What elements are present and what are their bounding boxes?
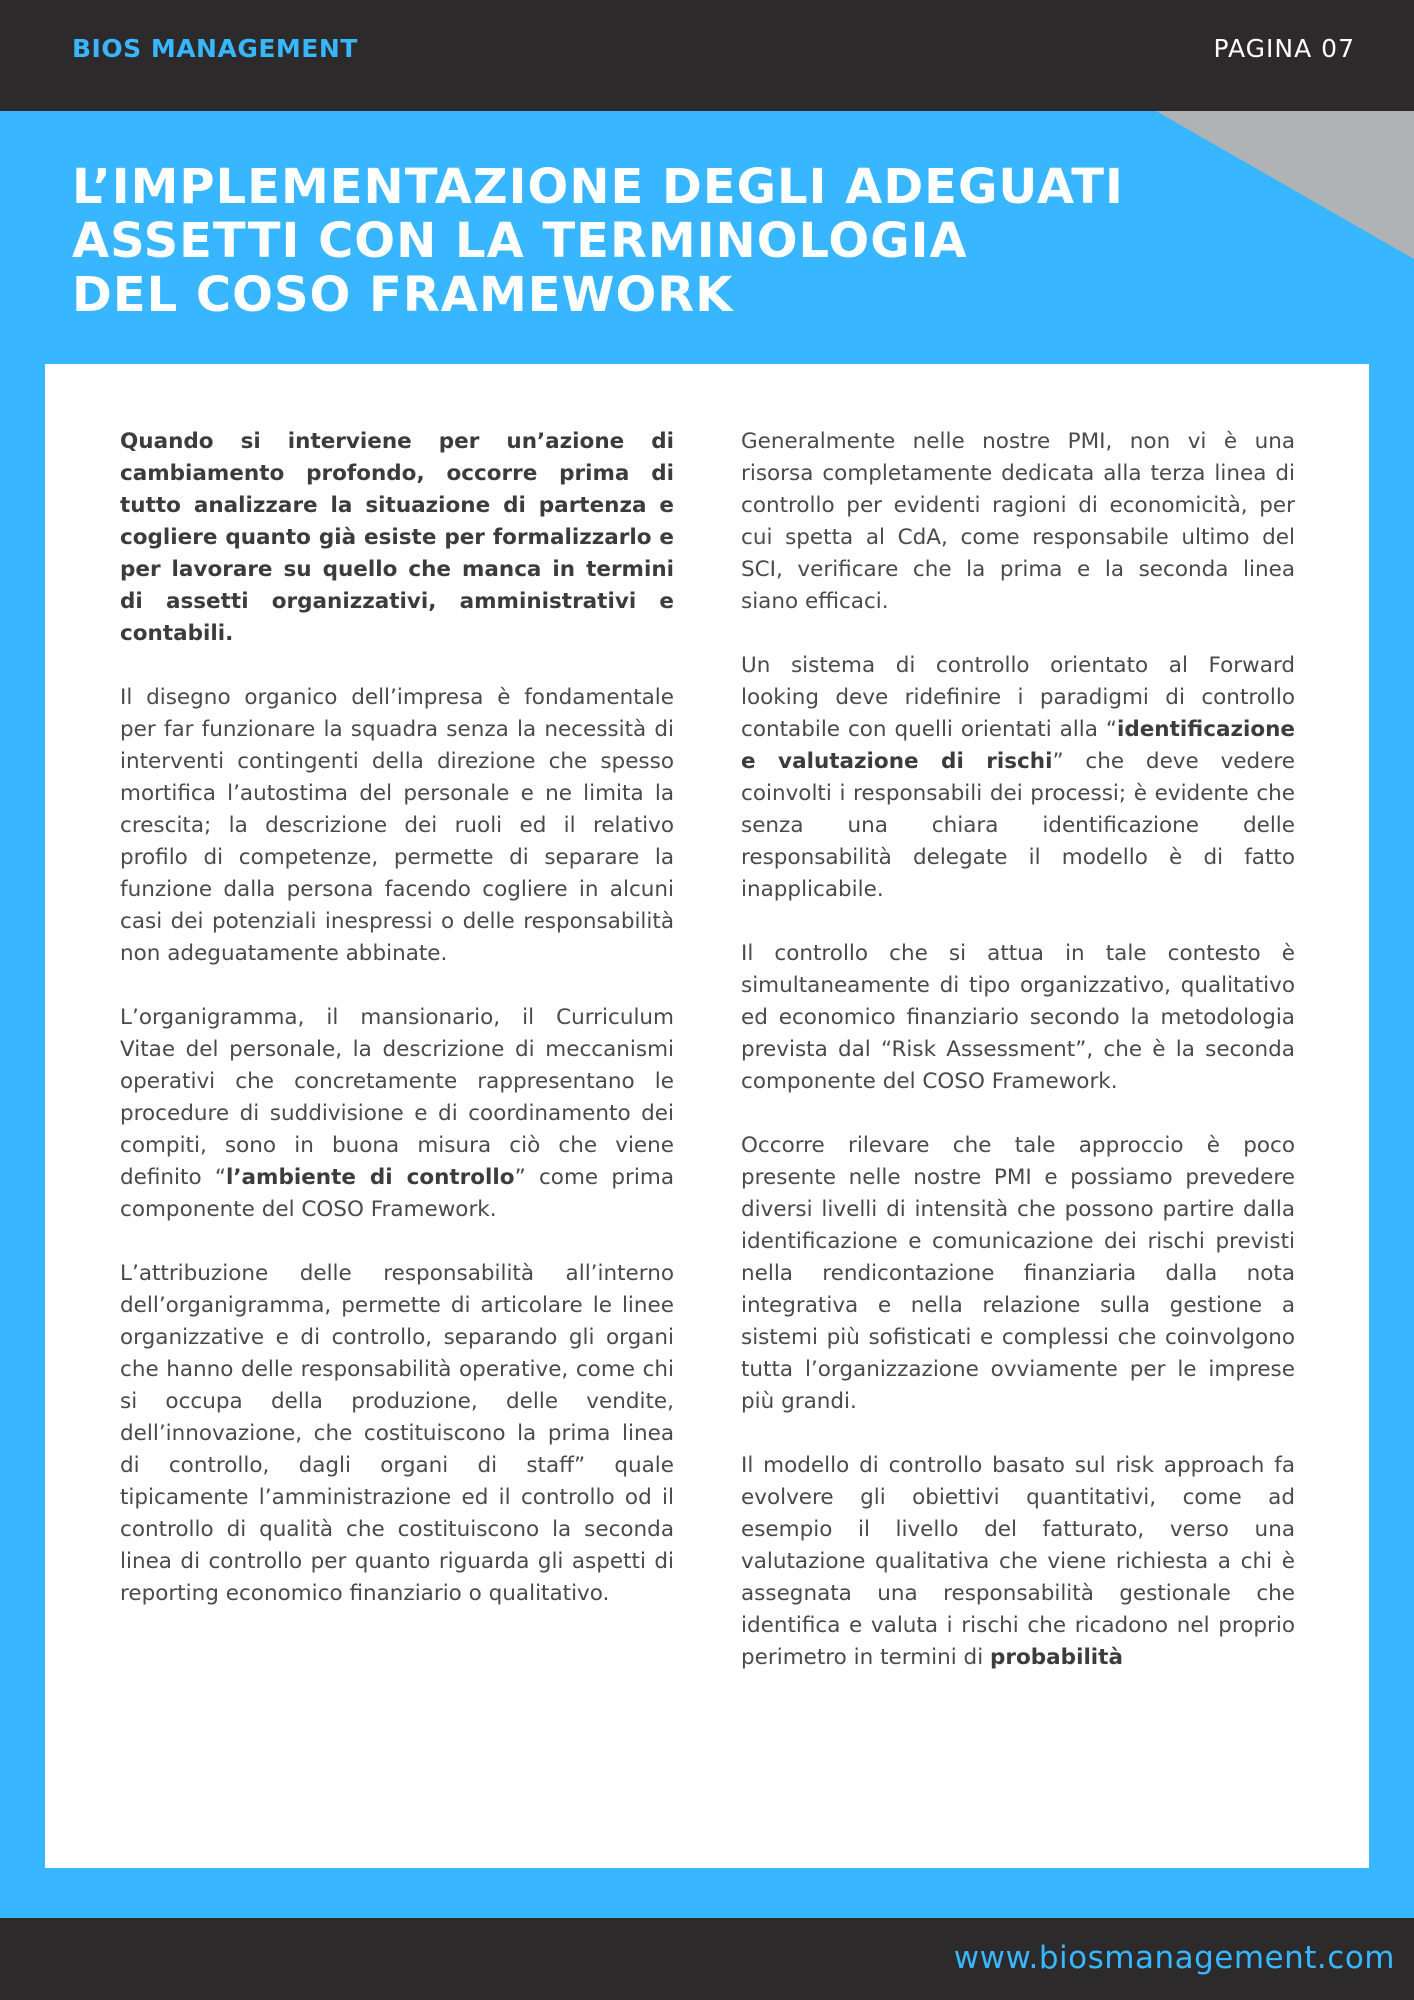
page-number: PAGINA 07	[1213, 34, 1355, 63]
paragraph	[120, 1002, 674, 1226]
right-column	[741, 426, 1295, 1706]
paragraph: L’attribuzione delle responsabilità all’interno dell’organigramma, permette di articolare le linee organizzative e di controllo, separando gli organi che hanno delle responsabilità operative, come chi si occupa della produzione, delle vendite, dell’innovazione, che costituiscono la prima linea di controllo, dagli organi di staff” quale tipicamente l’amministrazione ed il controllo od il controllo di qualità che costituiscono la seconda linea di controllo per quanto riguarda gli aspetti di reporting economico finanziario o qualitativo.	[120, 1261, 674, 1606]
paragraph: Generalmente nelle nostre PMI, non vi è una risorsa completamente dedicata alla terza linea di controllo per evidenti ragioni di economicità, per cui spetta al CdA, come responsabile ultimo del SCI, verificare che la prima e la seconda linea siano efficaci.	[741, 429, 1295, 614]
bold-term: probabilità	[990, 1645, 1123, 1670]
footer-bar	[0, 1918, 1414, 2000]
text-run: ” che deve vedere coinvolti i responsabili dei processi; è evidente che senza una chiara identificazione delle responsabilità delegate il modello è di fatto inapplicabile.	[741, 749, 1295, 902]
left-column	[120, 426, 674, 1642]
title-line: DEL COSO FRAMEWORK	[72, 267, 734, 323]
paragraph	[741, 650, 1295, 906]
content-panel	[45, 364, 1369, 1868]
paragraph: Il disegno organico dell’impresa è fondamentale per far funzionare la squadra senza la necessità di interventi contingenti della direzione che spesso mortifica l’autostima del personale e ne limita la crescita; la descrizione dei ruoli ed il relativo profilo di competenze, permette di separare la funzione dalla persona facendo cogliere in alcuni casi dei potenziali inespressi o delle responsabilità non adeguatamente abbinate.	[120, 685, 674, 966]
paragraph: Il controllo che si attua in tale contesto è simultaneamente di tipo organizzativo, qualitativo ed economico finanziario secondo la metodologia prevista dal “Risk Assessment”, che è la seconda componente del COSO Framework.	[741, 941, 1295, 1094]
title-line: ASSETTI CON LA TERMINOLOGIA	[72, 213, 968, 269]
bold-term: identificazione e valutazione di rischi	[741, 717, 1295, 774]
paragraph	[741, 1450, 1295, 1674]
text-run: Il modello di controllo basato sul risk approach fa evolvere gli obiettivi quantitativi, come ad esempio il livello del fatturato, verso una valutazione qualitativa che viene richiesta a chi è assegnata una responsabilità gestionale che identifica e valuta i rischi che ricadono nel proprio perimetro in termini di	[741, 1453, 1295, 1670]
page-title	[72, 160, 1252, 322]
text-run: Un sistema di controllo orientato al Forward looking deve ridefinire i paradigmi di controllo contabile con quelli orientati alla “	[741, 653, 1295, 742]
text-run: ” come prima componente del COSO Framework.	[120, 1165, 674, 1222]
text-run: L’organigramma, il mansionario, il Curriculum Vitae del personale, la descrizione di meccanismi operativi che concretamente rappresentano le procedure di suddivisione e di coordinamento dei compiti, sono in buona misura ciò che viene definito “	[120, 1005, 674, 1190]
paragraph: Occorre rilevare che tale approccio è poco presente nelle nostre PMI e possiamo prevedere diversi livelli di intensità che possono partire dalla identificazione e comunicazione dei rischi previsti nella rendicontazione finanziaria dalla nota integrativa e nella relazione sulla gestione a sistemi più sofisticati e complessi che coinvolgono tutta l’organizzazione ovviamente per le imprese più grandi.	[741, 1133, 1295, 1414]
title-line: L’IMPLEMENTAZIONE DEGLI ADEGUATI	[72, 159, 1124, 215]
bold-term: l’ambiente di controllo	[226, 1165, 515, 1190]
header-bar	[0, 0, 1414, 111]
brand-name: BIOS MANAGEMENT	[72, 34, 358, 63]
lead-paragraph: Quando si interviene per un’azione di cambiamento profondo, occorre prima di tutto analizzare la situazione di partenza e cogliere quanto già esiste per formalizzarlo e per lavorare su quello che manca in termini di assetti organizzativi, amministrativi e contabili.	[120, 429, 674, 646]
website-link[interactable]: www.biosmanagement.com	[953, 1940, 1395, 1976]
